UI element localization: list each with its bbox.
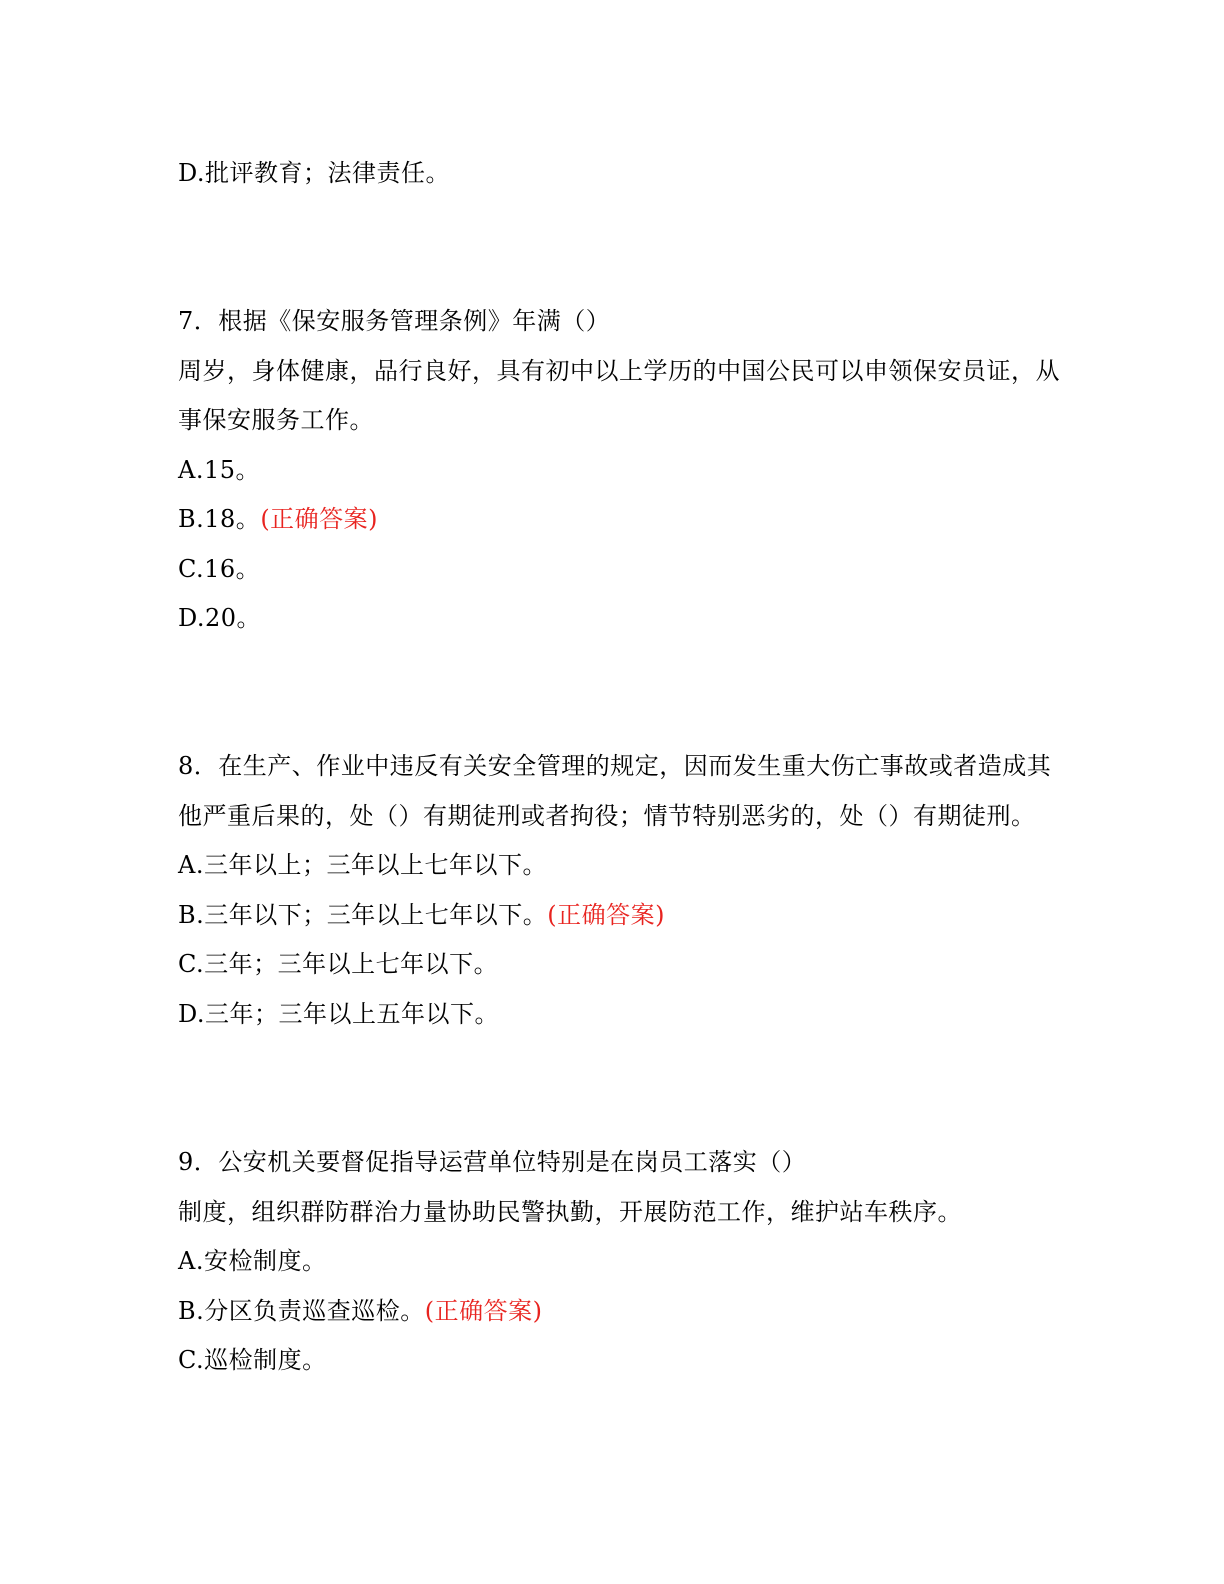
correct-answer-tag: (正确答案)	[260, 505, 379, 533]
q8-stem-line-1	[178, 750, 1051, 782]
q7-stem-line-1	[178, 305, 610, 337]
correct-answer-tag: (正确答案)	[547, 901, 665, 929]
stem-text: 周岁，身体健康，品行良好，具有初中以上学历的中国公民可以申领保安员证，从	[178, 357, 1060, 385]
q9-stem-line-2	[178, 1196, 962, 1228]
q8-option-c	[178, 948, 498, 980]
q9-stem-line-1	[178, 1146, 806, 1178]
stem-text: 8．在生产、作业中违反有关安全管理的规定，因而发生重大伤亡事故或者造成其	[178, 752, 1052, 780]
stem-text: 事保安服务工作。	[178, 406, 374, 434]
option-text: D.批评教育；法律责任。	[178, 159, 451, 187]
option-text: B.18。	[178, 505, 261, 533]
q8-stem-line-2	[178, 800, 1036, 832]
q7-option-a	[178, 454, 260, 486]
q7-option-d	[178, 602, 261, 634]
q7-option-c	[178, 553, 260, 585]
option-text: D.三年；三年以上五年以下。	[178, 1000, 500, 1028]
option-text: A.三年以上；三年以上七年以下。	[178, 851, 547, 879]
stem-text: 7．根据《保安服务管理条例》年满（）	[178, 307, 611, 335]
option-text: B.分区负责巡查巡检。	[178, 1297, 425, 1325]
q8-option-d	[178, 998, 499, 1030]
stem-text: 他严重后果的，处（）有期徒刑或者拘役；情节特别恶劣的，处（）有期徒刑。	[178, 802, 1036, 830]
option-text: B.三年以下；三年以上七年以下。	[178, 901, 548, 929]
option-text: C.16。	[178, 555, 261, 583]
q8-option-a	[178, 849, 547, 881]
q8-option-b	[178, 899, 665, 931]
q7-stem-line-2	[178, 355, 1060, 387]
option-text: C.三年；三年以上七年以下。	[178, 950, 499, 978]
option-text: A.15。	[178, 456, 260, 484]
prev-question-option-d	[178, 157, 450, 189]
q9-option-a	[178, 1245, 326, 1277]
correct-answer-tag: (正确答案)	[424, 1297, 543, 1325]
q7-stem-line-3	[178, 404, 374, 436]
q7-option-b	[178, 503, 378, 535]
option-text: D.20。	[178, 604, 262, 632]
stem-text: 制度，组织群防群治力量协助民警执勤，开展防范工作，维护站车秩序。	[178, 1198, 962, 1226]
q9-option-b	[178, 1295, 543, 1327]
option-text: C.巡检制度。	[178, 1346, 327, 1374]
stem-text: 9．公安机关要督促指导运营单位特别是在岗员工落实（）	[178, 1148, 807, 1176]
q9-option-c	[178, 1344, 327, 1376]
option-text: A.安检制度。	[178, 1247, 327, 1275]
